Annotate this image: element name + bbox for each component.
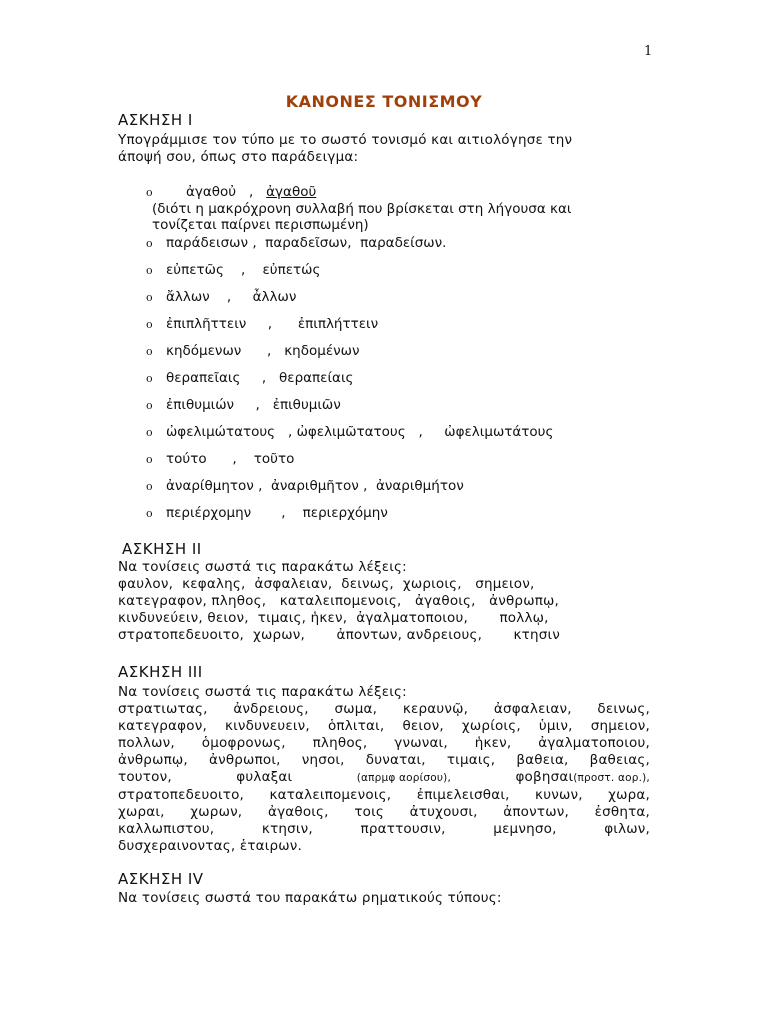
bullet-icon: o [146,186,153,199]
exercise-4-heading: ΑΣΚΗΣΗ ΙV [118,870,204,888]
word-line: κινδυνεύειν, θειον, τιμαις, ἡκεν, ἀγαλματοποιου, πολλῳ, [118,610,549,626]
note-line: τονίζεται παίρνει περισπωμένη) [152,217,369,233]
word-line: ἀνθρωπῳ, ἀνθρωποι, νησοι, δυναται, τιμαις, βαθεια, βαθειας, [118,752,650,768]
exercise-1-instructions [118,132,650,166]
list-item-text: ὠφελιμώτατους , ὠφελιμῶτατους , ὠφελιμωτάτους [166,424,554,440]
instruction-line: άποψή σου, όπως στο παράδειγμα: [118,149,359,165]
example-correct: ἀγαθοῦ [266,184,317,200]
word-line: στρατοπεδευοιτο, χωρων, ἀποντων, ανδρειους, κτησιν [118,627,561,643]
grammar-note: (απρμφ αορίσου), [356,772,452,784]
list-item-text: ἀναρίθμητον , ἀναριθμῆτον , ἀναριθμήτον [166,478,464,494]
word-line: στρατιωτας, ἀνδρειους, σωμα, κεραυνῷ, ἀσφαλειαν, δεινως, [118,701,650,717]
list-item-text: ἐπιθυμιών , ἐπιθυμιῶν [166,397,341,413]
list-item-text: θεραπεῖαις , θεραπείαις [166,370,354,386]
bullet-icon: o [146,237,153,250]
word-line: χωραι, χωρων, ἀγαθοις, τοις ἀτυχουσι, ἀποντων, ἐσθητα, [118,804,650,820]
grammar-note: (προστ. αορ.), [573,772,650,784]
word: φοβησαι [515,769,574,785]
list-item-text: τούτο , τοῦτο [166,451,295,467]
bullet-icon: o [146,372,153,385]
bullet-icon: o [146,264,153,277]
example-wrong: ἀγαθοὐ , [186,184,267,200]
page-title: ΚΑΝΟΝΕΣ ΤΟΝΙΣΜΟΥ [285,92,483,111]
exercise-2-instructions: Να τονίσεις σωστά τις παρακάτω λέξεις: [118,559,407,575]
bullet-icon: o [146,480,153,493]
list-item-text: ἐπιπλῆττειν , ἐπιπλήττειν [166,316,379,332]
exercise-3-heading: ΑΣΚΗΣΗ ΙΙΙ [118,663,203,681]
word-line: καλλωπιστου, κτησιν, πραττουσιν, μεμνησο, φιλων, [118,821,650,837]
word-line: πολλων, ὁμοφρονως, πληθος, γνωναι, ἡκεν, ἀγαλματοποιου, [118,735,650,751]
bullet-icon: o [146,318,153,331]
word-line-last: δυσχεραινοντας, ἑταιρων. [118,838,303,854]
bullet-icon: o [146,507,153,520]
bullet-icon: o [146,399,153,412]
word-line: κατεγραφον, πληθος, καταλειπομενοις, ἀγαθοις, ἀνθρωπῳ, [118,593,560,609]
list-item-text: κηδόμενων , κηδομένων [166,343,360,359]
exercise-3-instructions: Να τονίσεις σωστά τις παρακάτω λέξεις: [118,684,407,700]
word-with-note [515,769,650,787]
exercise-2-heading: ΑΣΚΗΣΗ ΙΙ [122,540,202,558]
note-line: (διότι η μακρόχρονη συλλαβή που βρίσκεται στη λήγουσα και [152,201,572,217]
word-line: στρατοπεδευοιτο, καταλειπομενοις, ἐπιμελεισθαι, κυνων, χωρα, [118,787,650,803]
exercise-3-words [118,701,650,855]
list-item-text: περιέρχομην , περιερχόμην [166,505,388,521]
exercise-1-heading: ΑΣΚΗΣΗ Ι [118,111,193,129]
word-line: κατεγραφον, κινδυνευειν, ὁπλιται, θειον, χωρίοις, ὑμιν, σημειον, [118,718,650,734]
word: τουτον, [118,769,172,785]
bullet-icon: o [146,426,153,439]
word-line-mixed [118,769,650,787]
instruction-line: Υπογράμμισε τον τύπο με το σωστό τονισμό και αιτιολόγησε την [118,132,573,148]
example-note [152,201,652,233]
example-words [186,184,316,200]
exercise-2-words [118,576,650,644]
word: φυλαξαι [236,769,293,785]
word-line: φαυλον, κεφαλης, ἀσφαλειαν, δεινως, χωριοις, σημειον, [118,576,535,592]
exercise-4-instructions: Να τονίσεις σωστά του παρακάτω ρηματικούς τύπους: [118,890,502,906]
list-item-text: παράδεισων , παραδεῖσων, παραδείσων. [166,235,447,251]
bullet-icon: o [146,345,153,358]
bullet-icon: o [146,453,153,466]
list-item-text: εὐπετῶς , εὐπετώς [166,262,321,278]
page-number: 1 [644,44,653,59]
list-item-text: ἄλλων , ἆλλων [166,289,297,305]
bullet-icon: o [146,291,153,304]
